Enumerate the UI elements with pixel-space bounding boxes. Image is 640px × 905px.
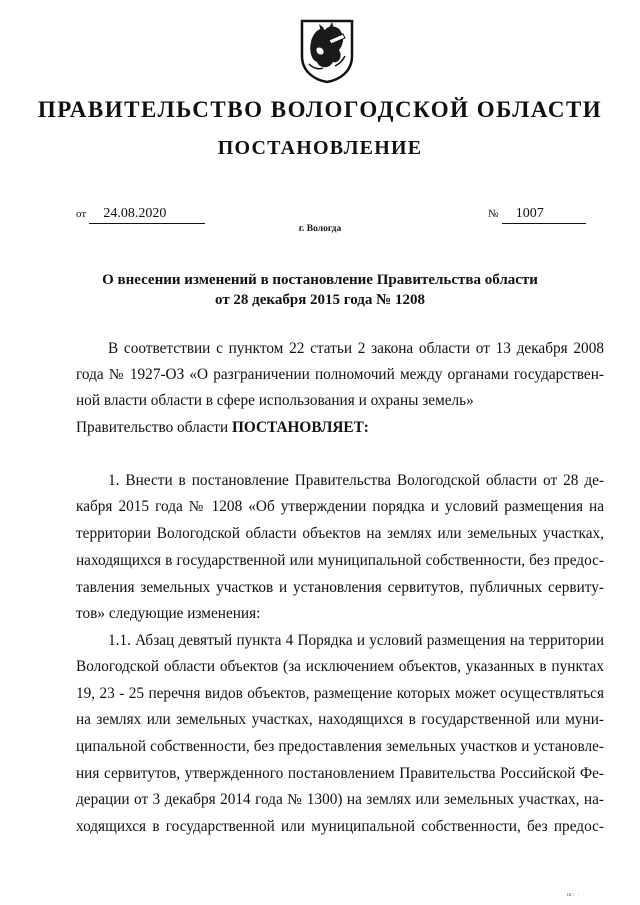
item-1-1-line: ходящихся в государственной или муниципальной собственности, без предос-: [76, 818, 604, 835]
subject-line: от 28 декабря 2015 года № 1208: [215, 292, 425, 308]
preamble-subject: Правительство области: [76, 419, 233, 436]
subject-line: О внесении изменений в постановление Правительства области: [102, 272, 538, 288]
decree-word: ПОСТАНОВЛЯЕТ:: [232, 419, 369, 436]
item-1-line: находящихся в государственной или муниципальной собственности, без предос-: [76, 552, 604, 569]
preamble-line: В соответствии с пунктом 22 статьи 2 закона области от 13 декабря 2008: [108, 340, 604, 357]
preamble-decree-line: [76, 419, 604, 437]
item-1-line: кабря 2015 года № 1208 «Об утверждении порядка и условий размещения на: [76, 498, 604, 515]
item-1-line: 1. Внести в постановление Правительства Вологодской области от 28 де-: [108, 472, 604, 489]
item-1-1-line: Вологодской области объектов (за исключением объектов, указанных в пунктах: [76, 658, 604, 675]
item-1-1-line: 1.1. Абзац девятый пункта 4 Порядка и условий размещения на территории: [108, 632, 604, 649]
item-1-1-line: на землях или земельных участках, находящихся в государственной или муни-: [76, 711, 604, 728]
date-label: от: [76, 208, 87, 220]
item-1-line: тов» следующие изменения:: [76, 605, 261, 622]
number-value: 1007: [502, 206, 586, 224]
preamble-line: года № 1927-ОЗ «О разграничении полномочий между органами государствен-: [76, 366, 604, 383]
number-field: [488, 205, 586, 224]
vologda-coat-of-arms-icon: [299, 18, 355, 84]
item-1-1-line: дерации от 3 декабря 2014 года № 1300) на землях или земельных участках, на-: [76, 791, 604, 808]
date-value: 24.08.2020: [89, 206, 205, 224]
document-subject: [0, 270, 640, 310]
number-label: №: [488, 208, 499, 220]
city: г. Вологда: [298, 224, 342, 234]
item-1-1-line: ния сервитутов, утвержденного постановлением Правительства Российской Фе-: [76, 765, 604, 782]
government-title: ПРАВИТЕЛЬСТВО ВОЛОГОДСКОЙ ОБЛАСТИ: [37, 97, 603, 122]
item-1-line: тавления земельных участков и установления сервитутов, публичных сервиту-: [76, 579, 604, 596]
date-field: [76, 205, 205, 224]
item-1-1-line: ципальной собственности, без предоставления земельных участков и установле-: [76, 738, 604, 755]
item-1-line: территории Вологодской области объектов на землях или земельных участках,: [76, 525, 604, 542]
page-mark: ш: ·: [567, 892, 581, 898]
document-type: ПОСТАНОВЛЕНИЕ: [217, 137, 423, 159]
preamble-line: ной власти области в сфере использования и охраны земель»: [76, 392, 474, 409]
item-1-1-line: 19, 23 - 25 перечня видов объектов, размещение которых может осуществляться: [76, 685, 604, 702]
